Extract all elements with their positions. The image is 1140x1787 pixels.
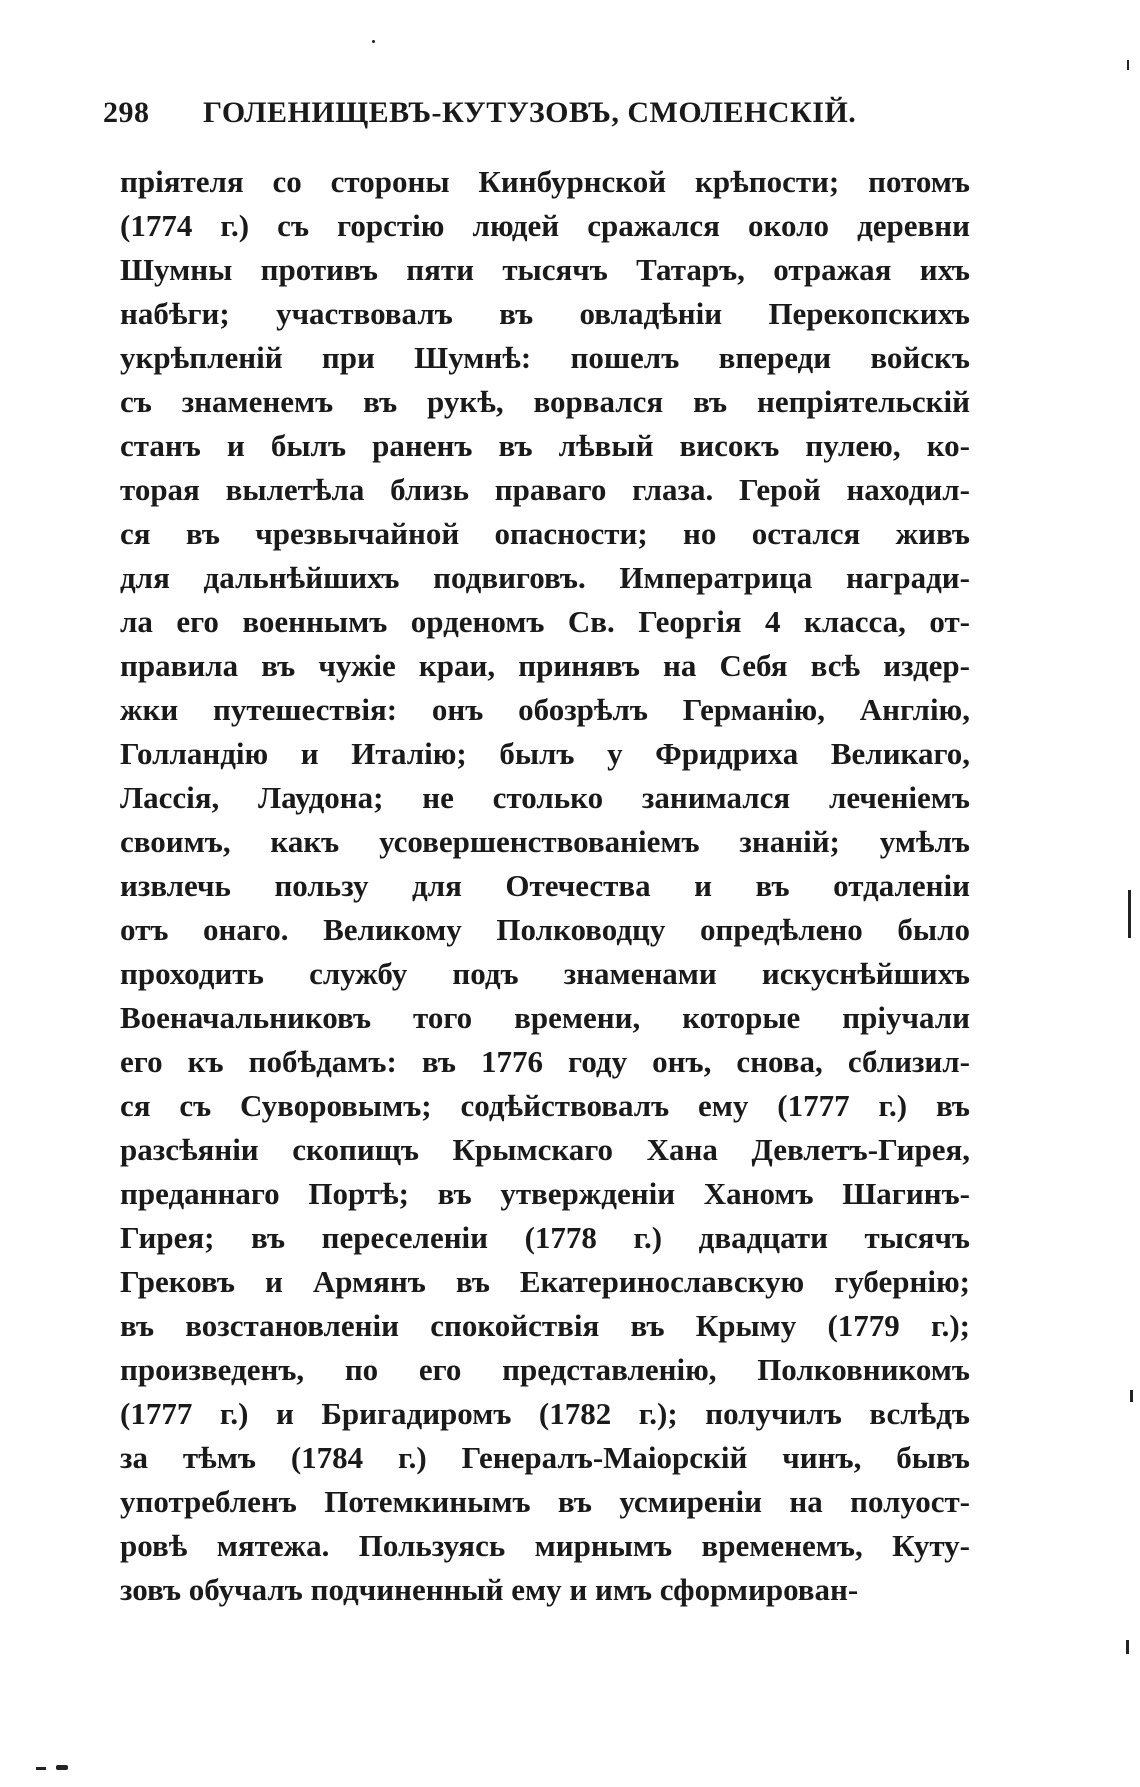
text-line: отъ онаго. Великому Полководцу опредѣлено было <box>120 912 970 947</box>
text-line: ла его военнымъ орденомъ Св. Георгія 4 класса, от- <box>120 604 970 639</box>
text-line: правила въ чужіе краи, принявъ на Себя всѣ издер- <box>120 648 970 683</box>
text-line: ся въ чрезвычайной опасности; но остался живъ <box>120 516 970 551</box>
text-line: (1774 г.) съ горстію людей сражался около деревни <box>120 208 970 243</box>
body-text <box>120 160 970 1612</box>
text-line: ровѣ мятежа. Пользуясь мирнымъ временемъ, Куту- <box>120 1528 970 1563</box>
text-line: въ возстановленіи спокойствія въ Крыму (1779 г.); <box>120 1308 970 1343</box>
scan-speck <box>56 1765 68 1770</box>
text-line: Лассія, Лаудона; не столько занимался леченіемъ <box>120 780 970 815</box>
page-number: 298 <box>103 96 150 129</box>
text-line: разсѣяніи скопищъ Крымскаго Хана Девлетъ-Гирея, <box>120 1132 970 1167</box>
text-line: ся съ Суворовымъ; содѣйствовалъ ему (1777 г.) въ <box>120 1088 970 1123</box>
page-header <box>103 96 863 136</box>
text-line: проходить службу подъ знаменами искуснѣйшихъ <box>120 956 970 991</box>
text-line: Грековъ и Армянъ въ Екатеринославскую губернію; <box>120 1264 970 1299</box>
scan-speck <box>36 1767 46 1770</box>
scan-speck <box>372 40 375 43</box>
text-line: (1777 г.) и Бригадиромъ (1782 г.); получилъ вслѣдъ <box>120 1396 970 1431</box>
text-line: Гирея; въ переселеніи (1778 г.) двадцати тысячъ <box>120 1220 970 1255</box>
text-line: съ знаменемъ въ рукѣ, ворвался въ непріятельскій <box>120 384 970 419</box>
scan-speck <box>1126 1640 1129 1654</box>
text-line: Шумны противъ пяти тысячъ Татаръ, отражая ихъ <box>120 252 970 287</box>
scan-speck <box>1128 890 1131 938</box>
text-line: торая вылетѣла близь праваго глаза. Герой находил- <box>120 472 970 507</box>
text-line: своимъ, какъ усовершенствованіемъ знаній; умѣлъ <box>120 824 970 859</box>
text-line: зовъ обучалъ подчиненный ему и имъ сформирован- <box>120 1572 859 1607</box>
text-line: употребленъ Потемкинымъ въ усмиреніи на полуост- <box>120 1484 970 1519</box>
text-line: укрѣпленій при Шумнѣ: пошелъ впереди войскъ <box>120 340 970 375</box>
scan-speck <box>1130 1390 1133 1402</box>
text-line: станъ и былъ раненъ въ лѣвый високъ пулею, ко- <box>120 428 970 463</box>
text-line: Голландію и Италію; былъ у Фридриха Великаго, <box>120 736 970 771</box>
text-line: пріятеля со стороны Кинбурнской крѣпости; потомъ <box>120 164 970 199</box>
text-line: Военачальниковъ того времени, которые пріучали <box>120 1000 970 1035</box>
text-line: за тѣмъ (1784 г.) Генералъ-Маіорскій чинъ, бывъ <box>120 1440 970 1475</box>
text-line: извлечь пользу для Отечества и въ отдаленіи <box>120 868 970 903</box>
text-line: произведенъ, по его представленію, Полковникомъ <box>120 1352 970 1387</box>
text-line: преданнаго Портѣ; въ утвержденіи Ханомъ Шагинъ- <box>120 1176 970 1211</box>
text-line: жки путешествія: онъ обозрѣлъ Германію, Англію, <box>120 692 970 727</box>
text-line: для дальнѣйшихъ подвиговъ. Императрица награди- <box>120 560 970 595</box>
text-line: его къ побѣдамъ: въ 1776 году онъ, снова, сблизил- <box>120 1044 970 1079</box>
text-line: набѣги; участвовалъ въ овладѣніи Перекопскихъ <box>120 296 970 331</box>
running-head: ГОЛЕНИЩЕВЪ-КУТУЗОВЪ, СМОЛЕНСКІЙ. <box>203 96 857 129</box>
scan-speck <box>1127 60 1129 70</box>
